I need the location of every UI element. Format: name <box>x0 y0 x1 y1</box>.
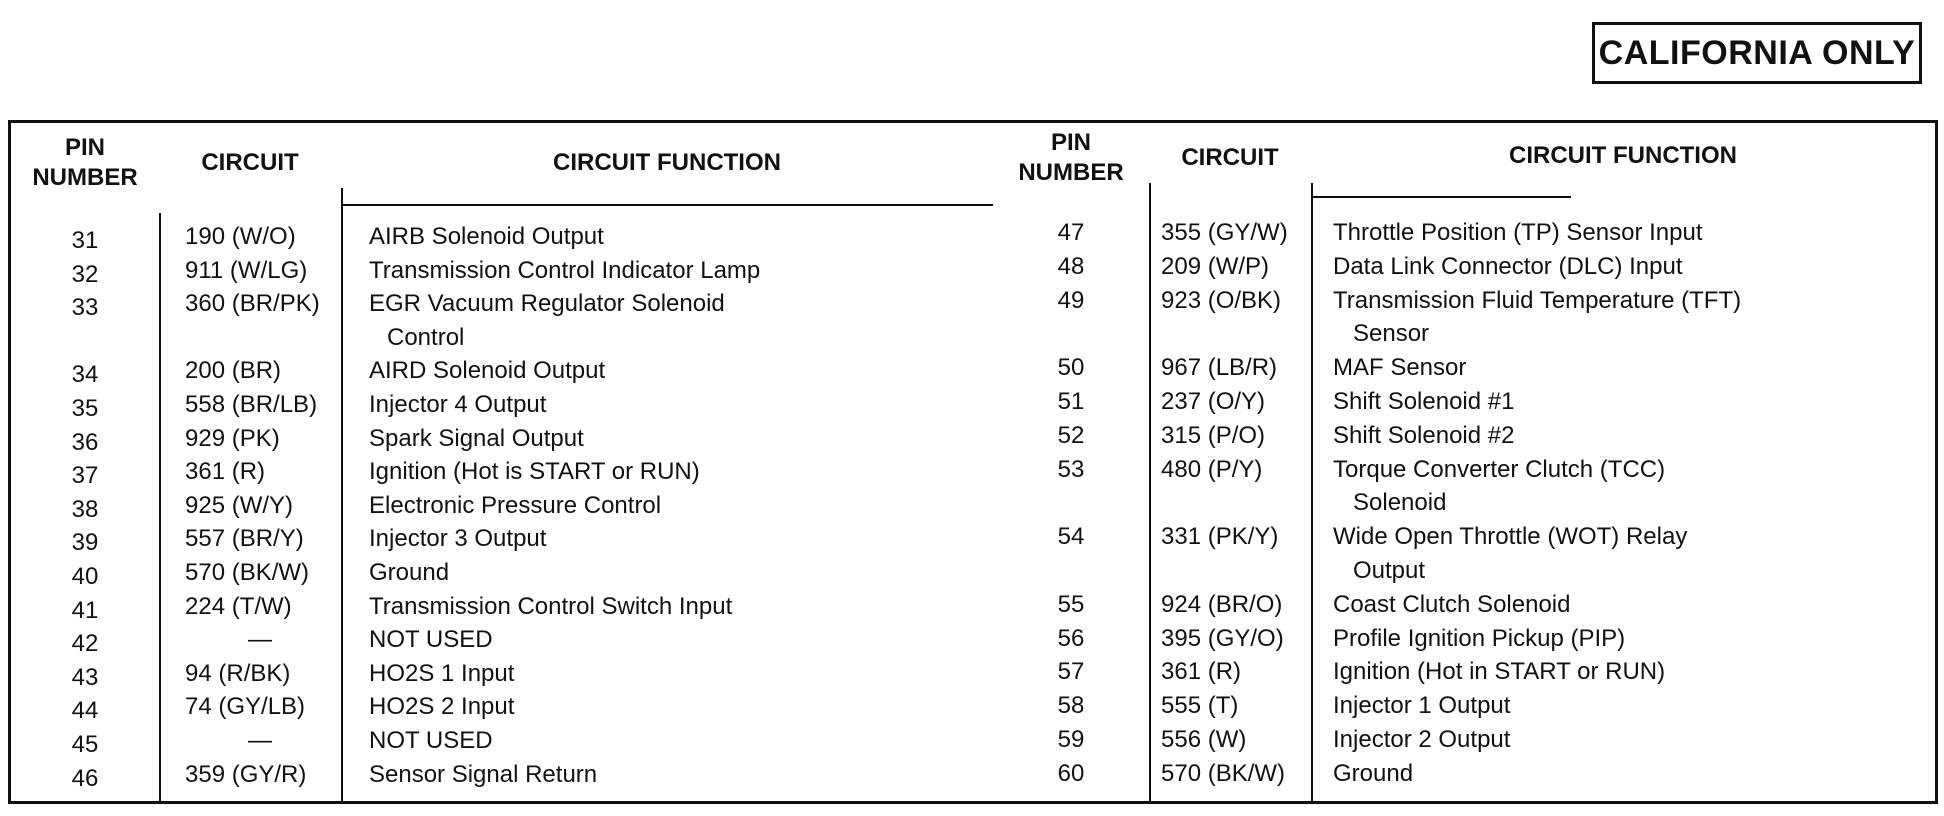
circuit-function: Electronic Pressure Control <box>369 491 662 519</box>
pin-number: 59 <box>1057 726 1085 753</box>
circuit-function-header-right: CIRCUIT FUNCTION <box>1509 142 1737 169</box>
pin-number: 32 <box>71 260 99 288</box>
pin-table <box>8 120 1938 804</box>
circuit-function: NOT USED <box>369 626 493 654</box>
circuit-code: 555 (T) <box>1161 692 1239 720</box>
circuit-function: HO2S 1 Input <box>369 659 515 687</box>
pin-number: 51 <box>1057 388 1085 415</box>
circuit-code: 929 (PK) <box>185 424 280 452</box>
circuit-function: AIRD Solenoid Output <box>369 357 606 385</box>
circuit-code: 480 (P/Y) <box>1161 455 1263 483</box>
pin-number: 39 <box>71 529 99 557</box>
circuit-code: — <box>248 727 272 754</box>
circuit-function: Transmission Control Indicator Lamp <box>369 256 761 284</box>
divider <box>341 188 343 803</box>
pin-number: 49 <box>1057 286 1085 314</box>
circuit-code: 395 (GY/O) <box>1161 624 1284 652</box>
pin-number: 46 <box>71 764 99 792</box>
pin-number: 45 <box>71 731 99 758</box>
circuit-function: Torque Converter Clutch (TCC) <box>1333 455 1666 483</box>
pin-number: 40 <box>71 563 99 590</box>
pin-number-header-right: PIN NUMBER <box>1018 129 1124 186</box>
circuit-function: Sensor <box>1353 320 1430 348</box>
circuit-code: 94 (R/BK) <box>185 659 291 687</box>
pin-number: 38 <box>71 495 99 523</box>
divider <box>159 213 161 803</box>
circuit-code: — <box>248 626 272 654</box>
pin-number: 36 <box>71 428 99 456</box>
circuit-code: 924 (BR/O) <box>1161 590 1283 618</box>
circuit-code: 967 (LB/R) <box>1161 354 1278 382</box>
circuit-code: 331 (PK/Y) <box>1161 523 1279 551</box>
pin-number: 56 <box>1057 624 1085 652</box>
circuit-function: Data Link Connector (DLC) Input <box>1333 252 1683 280</box>
circuit-function: Injector 2 Output <box>1333 726 1511 753</box>
pin-number: 47 <box>1057 219 1085 246</box>
california-only-badge: CALIFORNIA ONLY <box>1592 22 1922 84</box>
pin-number: 37 <box>71 462 99 490</box>
circuit-code: 190 (W/O) <box>185 223 296 250</box>
pin-number: 44 <box>71 697 99 725</box>
pin-number: 58 <box>1057 692 1085 720</box>
header-underline <box>341 204 993 206</box>
circuit-function: Shift Solenoid #2 <box>1333 421 1515 449</box>
circuit-function: Coast Clutch Solenoid <box>1333 590 1571 618</box>
circuit-code: 355 (GY/W) <box>1161 219 1288 246</box>
circuit-function: Output <box>1353 557 1426 584</box>
circuit-function: Shift Solenoid #1 <box>1333 388 1515 415</box>
circuit-function: Profile Ignition Pickup (PIP) <box>1333 624 1626 652</box>
circuit-code: 200 (BR) <box>185 357 282 385</box>
circuit-function: Spark Signal Output <box>369 424 584 452</box>
circuit-function: MAF Sensor <box>1333 354 1467 382</box>
circuit-function: Injector 4 Output <box>369 391 547 418</box>
circuit-code: 558 (BR/LB) <box>185 391 318 418</box>
pin-number: 41 <box>71 596 99 624</box>
circuit-code: 224 (T/W) <box>185 592 292 620</box>
circuit-function: HO2S 2 Input <box>369 693 515 721</box>
circuit-function: Transmission Fluid Temperature (TFT) <box>1333 286 1742 314</box>
circuit-code: 361 (R) <box>185 458 266 486</box>
circuit-code: 925 (W/Y) <box>185 491 294 519</box>
circuit-function: Ignition (Hot is START or RUN) <box>369 458 700 486</box>
pin-number: 42 <box>71 630 99 658</box>
pin-number: 57 <box>1057 658 1085 686</box>
circuit-header-right: CIRCUIT <box>1181 144 1279 171</box>
pin-number: 53 <box>1057 455 1085 483</box>
pin-number: 33 <box>71 294 99 322</box>
circuit-function: Injector 1 Output <box>1333 692 1511 720</box>
circuit-code: 556 (W) <box>1161 726 1247 753</box>
circuit-function: Ground <box>369 559 450 586</box>
pin-number: 34 <box>71 361 99 389</box>
circuit-code: 360 (BR/PK) <box>185 290 320 318</box>
divider <box>1149 183 1151 803</box>
circuit-function-header: CIRCUIT FUNCTION <box>553 149 781 176</box>
circuit-function: EGR Vacuum Regulator Solenoid <box>369 290 725 318</box>
circuit-code: 74 (GY/LB) <box>185 693 306 721</box>
circuit-function: Sensor Signal Return <box>369 760 598 788</box>
circuit-function: Ignition (Hot in START or RUN) <box>1333 658 1666 686</box>
circuit-code: 923 (O/BK) <box>1161 286 1282 314</box>
circuit-code: 557 (BR/Y) <box>185 525 304 553</box>
circuit-function: Wide Open Throttle (WOT) Relay <box>1333 523 1688 551</box>
circuit-function: Control <box>387 323 465 351</box>
header-underline <box>1311 196 1571 198</box>
pin-number: 52 <box>1057 421 1085 449</box>
circuit-header: CIRCUIT <box>201 149 299 176</box>
circuit-code: 359 (GY/R) <box>185 760 307 788</box>
circuit-code: 361 (R) <box>1161 658 1242 686</box>
circuit-function: Injector 3 Output <box>369 525 547 553</box>
pin-number-header: PIN NUMBER <box>32 134 138 191</box>
pin-number: 54 <box>1057 523 1085 551</box>
circuit-code: 237 (O/Y) <box>1161 388 1266 415</box>
pin-number: 43 <box>71 663 99 691</box>
pin-number: 48 <box>1057 252 1085 280</box>
circuit-code: 570 (BK/W) <box>185 559 310 586</box>
pin-number: 60 <box>1057 759 1085 787</box>
circuit-code: 570 (BK/W) <box>1161 759 1286 787</box>
pin-number: 31 <box>71 227 99 254</box>
circuit-code: 315 (P/O) <box>1161 421 1266 449</box>
circuit-function: NOT USED <box>369 727 493 754</box>
pin-number: 50 <box>1057 354 1085 382</box>
circuit-function: Ground <box>1333 759 1414 787</box>
divider <box>1311 183 1313 803</box>
pin-number: 35 <box>71 395 99 422</box>
circuit-code: 911 (W/LG) <box>185 256 308 284</box>
circuit-function: AIRB Solenoid Output <box>369 223 604 250</box>
circuit-code: 209 (W/P) <box>1161 252 1270 280</box>
pin-number: 55 <box>1057 590 1085 618</box>
circuit-function: Throttle Position (TP) Sensor Input <box>1333 219 1703 246</box>
circuit-function: Transmission Control Switch Input <box>369 592 733 620</box>
circuit-function: Solenoid <box>1353 489 1447 517</box>
